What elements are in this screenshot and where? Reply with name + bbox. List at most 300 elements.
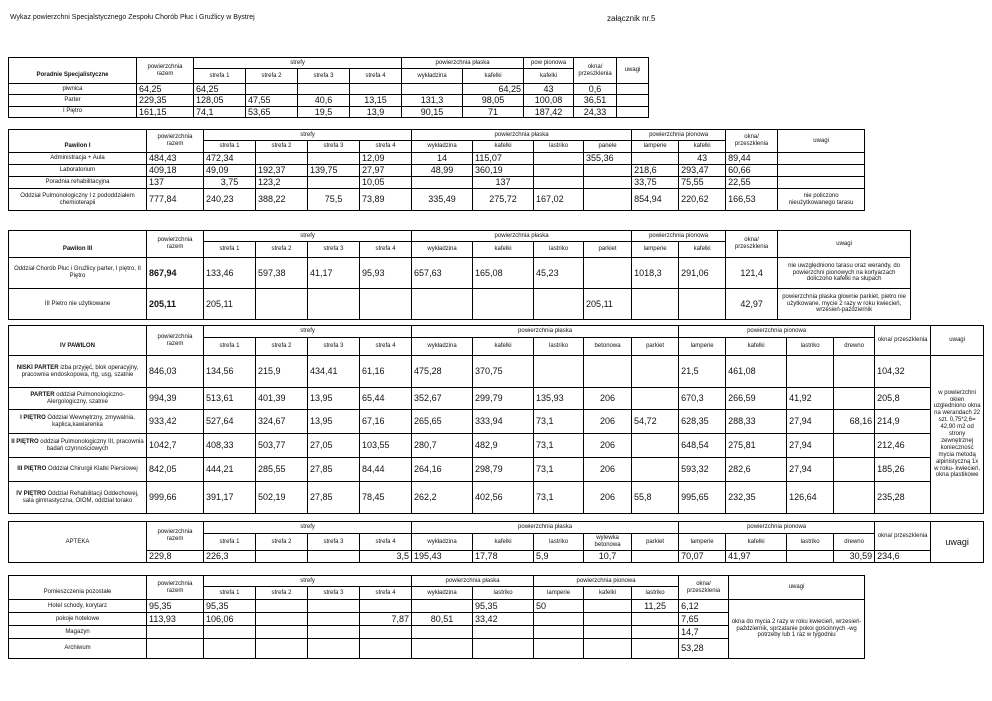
cell [473,626,534,639]
cell [360,639,412,659]
row-label: pokoje hotelowe [9,613,147,626]
cell: 275,81 [726,434,787,458]
cell: 226,3 [204,551,256,563]
cell: 408,33 [204,434,256,458]
cell: 218,6 [632,165,679,177]
header-zone: strefa 2 [256,338,308,356]
cell: 206 [584,388,632,410]
header-zone: strefa 2 [256,534,308,551]
cell [584,600,632,613]
cell: 27,05 [308,434,360,458]
cell: 777,84 [147,189,204,211]
cell: 434,41 [308,356,360,388]
cell: 121,4 [726,258,778,289]
cell: 265,65 [412,410,473,434]
cell: 27,85 [308,482,360,514]
header-area: powierzchnia razem [147,576,204,600]
cell [617,95,649,106]
cell: 10,05 [360,177,412,189]
cell: 205,11 [147,289,204,320]
cell [256,551,308,563]
section-title: Pomieszczenia pozostałe [9,587,147,600]
cell [584,613,632,626]
cell [360,626,412,639]
cell [584,189,632,211]
cell: 0,6 [574,84,617,95]
header-vert-type: drewno [834,534,875,551]
header-vert-type: drewno [834,338,875,356]
header-vert-type: kafelki [584,587,632,600]
cell: 262,2 [412,482,473,514]
cell: 11,25 [632,600,679,613]
cell [256,153,308,165]
cell: 131,3 [402,95,463,106]
cell: 232,35 [726,482,787,514]
cell: 229,35 [137,95,194,106]
cell: 50 [534,600,584,613]
cell: 388,22 [256,189,308,211]
cell: 27,94 [787,434,834,458]
header-windows: okna/ przeszklenia [875,522,931,551]
header-zone: strefa 2 [256,587,308,600]
cell [834,434,875,458]
header-windows: okna/ przeszklenia [726,130,778,153]
cell: 13,95 [308,388,360,410]
note-cell: okna do mycia 2 razy w roku kwiecień, wrzesień-październik, sprzatanie pokoi gościnnych -wg potrzeby lub 1 raz w tygodniu [729,600,865,659]
cell: 657,63 [412,258,473,289]
cell [308,639,360,659]
cell: 502,19 [256,482,308,514]
cell [412,639,473,659]
row-label-text: Oddział Rehabilitacji Oddechowej, sala gimnastyczna, OIOM, oddział torako [22,490,139,504]
section-title: IV PAWILON [9,338,147,356]
note-cell: nie uwzględniono tarasu oraz werandy, do powierzchni pionowych na kortyarzach doliczono kafelki na słupach [778,258,911,289]
header-vert-type: kafelki [679,141,726,153]
cell: 14 [412,153,473,165]
header-zone: strefa 2 [246,69,298,84]
cell: 212,46 [875,434,931,458]
cell [787,356,834,388]
cell: 33,42 [473,613,534,626]
cell [147,639,204,659]
header-zones: strefy [204,326,412,338]
cell: 187,42 [524,106,574,117]
cell: 67,16 [360,410,412,434]
header-zone: strefa 3 [298,69,350,84]
cell [412,177,473,189]
row-label-blank [9,326,147,338]
cell [632,356,679,388]
header-zone: strefa 3 [308,338,360,356]
cell: 73,1 [534,434,584,458]
cell: 7,65 [679,613,729,626]
header-windows: okna/ przeszklenia [726,231,778,258]
cell: 282,6 [726,458,787,482]
cell: 12,09 [360,153,412,165]
header-zone: strefa 1 [204,587,256,600]
table-row [9,189,865,211]
header-zones: strefy [194,58,402,69]
cell: 846,03 [147,356,204,388]
header-vert-type: lamperie [632,242,679,258]
cell [632,434,679,458]
cell: 7,87 [360,613,412,626]
cell [834,458,875,482]
table-row [9,434,984,458]
row-label-text: izba przyjęć, blok operacyjny, pracownia endoskopowa, rtg, usg, szatnie [21,364,139,378]
row-label-bold: IV PIĘTRO [16,490,46,497]
cell [308,626,360,639]
document-title: Wykaz powierzchni Specjalstycznego Zespołu Chorób Płuc i Gruźlicy w Bystrej [10,14,255,21]
cell: 234,6 [875,551,931,563]
cell: 64,25 [463,84,524,95]
cell: 139,75 [308,165,360,177]
cell [632,458,679,482]
header-flat-type: parkiet [632,534,679,551]
cell: 401,39 [256,388,308,410]
cell: 291,06 [679,258,726,289]
cell: 95,35 [204,600,256,613]
header-zone: strefa 2 [256,141,308,153]
cell: 335,49 [412,189,473,211]
cell [402,84,463,95]
cell: 27,85 [308,458,360,482]
cell: 123,2 [256,177,308,189]
cell: 215,9 [256,356,308,388]
cell: 45,23 [534,258,584,289]
header-zone: strefa 3 [308,587,360,600]
header-flat-type: parkiet [632,338,679,356]
cell: 60,66 [726,165,778,177]
cell: 166,53 [726,189,778,211]
header-flat-type: betonowa [584,338,632,356]
cell [679,289,726,320]
header-windows: okna/ przeszklenia [875,326,931,356]
cell [256,639,308,659]
cell: 43 [524,84,574,95]
cell [534,639,584,659]
cell [584,165,632,177]
cell [256,600,308,613]
header-zone: strefa 3 [308,141,360,153]
header-zones: strefy [204,522,412,534]
row-label [9,356,147,388]
table-row [9,410,984,434]
cell: 240,23 [204,189,256,211]
cell [412,289,473,320]
cell: 17,78 [473,551,534,563]
header-vert-type: lastriko [632,587,679,600]
row-label: III Pietro nie użytkowane [9,289,147,320]
header-flat-type: kafelki [473,338,534,356]
cell: 53,65 [246,106,298,117]
header-flat: powierzchnia płaska [402,58,524,69]
header-notes: uwagi [778,130,865,153]
header-zone: strefa 3 [308,534,360,551]
cell: 78,45 [360,482,412,514]
header-vert-type: kafelki [726,338,787,356]
row-label-text: Oddział Wewnętrzny, zmywalnia, kaplica,kawiarenka [45,414,135,428]
header-zone: strefa 1 [194,69,246,84]
cell: 74,1 [194,106,246,117]
row-label-blank [9,130,147,141]
note-cell: w powierzchni okien uzgledniono okna na werandach 22 szt. 0,75*2,6= 42,90 m2 od strony zewnętrznej konieczność mycia metodą alpinistyczną 1x w roku- kwiecień, okna plastikowe [931,356,984,514]
cell: 593,32 [679,458,726,482]
row-label: Administracja + Aula [9,153,147,165]
header-zone: strefa 1 [204,338,256,356]
row-label-blank [9,58,137,69]
cell [584,639,632,659]
cell [834,482,875,514]
cell: 84,44 [360,458,412,482]
cell: 597,38 [256,258,308,289]
header-vertical: powierzchnia pionowa [534,576,679,587]
header-vert-type: lamperie [632,141,679,153]
row-label-text: oddział Pulmonologiczno-Alergologiczny, szatnie [47,391,125,405]
cell [204,639,256,659]
cell: 6,12 [679,600,729,613]
table-row [9,95,649,106]
cell: 71 [463,106,524,117]
cell: 14,7 [679,626,729,639]
cell [617,84,649,95]
cell [632,626,679,639]
cell: 360,19 [473,165,534,177]
header-zone: strefa 1 [204,534,256,551]
cell [534,153,584,165]
cell: 854,94 [632,189,679,211]
note-cell: nie policzono nieużytkowanego tarasu [778,189,865,211]
row-label: Laboratorium [9,165,147,177]
header-zones: strefy [204,130,412,141]
cell: 49,09 [204,165,256,177]
note-cell [778,177,865,189]
cell: 185,26 [875,458,931,482]
header-vertical: pow pionowa [524,58,574,69]
cell: 285,55 [256,458,308,482]
row-label-blank [9,231,147,242]
header-flat-type: lastriko [473,587,534,600]
cell: 205,11 [584,289,632,320]
cell [632,289,679,320]
cell: 61,16 [360,356,412,388]
header-flat-type: wykładzina [412,338,473,356]
header-zone: strefa 1 [204,242,256,258]
cell [308,600,360,613]
header-flat: powierzchnia płaska [412,231,632,242]
row-label-text: Oddział Chirurgii Klatki Piersiowej [46,466,138,473]
header-flat-type: lastriko [534,242,584,258]
cell: 161,15 [137,106,194,117]
header-notes: uwagi [931,522,984,563]
header-flat-type: wykładzina [412,141,473,153]
cell: 27,97 [360,165,412,177]
cell [534,356,584,388]
row-label-text: oddział Pulmonologiczny III, pracownia badań czynnościowych [38,438,144,452]
cell: 299,79 [473,388,534,410]
header-area: powierzchnia razem [147,522,204,551]
cell: 134,56 [204,356,256,388]
cell [412,600,473,613]
cell [617,106,649,117]
row-label-blank [9,522,147,534]
cell: 266,59 [726,388,787,410]
cell: 113,93 [147,613,204,626]
cell: 192,37 [256,165,308,177]
cell [534,626,584,639]
cell: 275,72 [473,189,534,211]
header-vert-type: lamperie [534,587,584,600]
row-label-bold: PARTER [30,391,55,398]
cell: 288,33 [726,410,787,434]
cell: 73,1 [534,410,584,434]
header-flat-type: kafelki [473,141,534,153]
cell [256,626,308,639]
cell: 53,28 [679,639,729,659]
cell [584,177,632,189]
cell: 670,3 [679,388,726,410]
cell [534,613,584,626]
row-label: Magazyn [9,626,147,639]
table-pawilon-3 [8,230,911,320]
header-vert-type: lamperie [679,338,726,356]
header-zone: strefa 4 [360,141,412,153]
table-pawilon-1 [8,129,865,211]
cell: 628,35 [679,410,726,434]
cell: 195,43 [412,551,473,563]
cell: 48,99 [412,165,473,177]
cell: 527,64 [204,410,256,434]
table-row [9,356,984,388]
cell: 995,65 [679,482,726,514]
cell: 137 [473,177,534,189]
cell: 370,75 [473,356,534,388]
cell: 461,08 [726,356,787,388]
header-notes: uwagi [729,576,865,600]
cell [834,388,875,410]
header-area: powierzchnia razem [147,326,204,356]
header-flat-type: wykładzina [402,69,463,84]
cell: 13,9 [350,106,402,117]
cell: 90,15 [402,106,463,117]
cell: 95,35 [147,600,204,613]
cell [256,289,308,320]
cell [298,84,350,95]
cell: 235,28 [875,482,931,514]
row-label: I Piętro [9,106,137,117]
cell: 80,51 [412,613,473,626]
cell: 229,8 [147,551,204,563]
row-label: Hotel schody, korytarz [9,600,147,613]
cell: 994,39 [147,388,204,410]
cell: 41,17 [308,258,360,289]
cell [412,626,473,639]
cell: 41,97 [726,551,787,563]
cell: 55,8 [632,482,679,514]
note-cell: powierzchnia płaska głownie parkiet, pietro nie użytkowane, mycie 2 razy w roku kwiecień, wrzesień-październik [778,289,911,320]
cell [632,551,679,563]
cell: 27,94 [787,410,834,434]
header-vert-type: lamperie [679,534,726,551]
header-vert-type: kafelki [726,534,787,551]
cell: 648,54 [679,434,726,458]
cell: 264,16 [412,458,473,482]
cell: 75,5 [308,189,360,211]
cell: 95,35 [473,600,534,613]
row-label-bold: I PIĘTRO [20,414,46,421]
cell: 33,75 [632,177,679,189]
header-notes: uwagi [617,58,649,84]
cell [473,289,534,320]
cell: 41,92 [787,388,834,410]
cell [787,551,834,563]
cell: 22,55 [726,177,778,189]
cell [632,639,679,659]
cell: 24,33 [574,106,617,117]
table-pozostale [8,575,865,659]
header-flat: powierzchnia płaska [412,130,632,141]
cell: 165,08 [473,258,534,289]
section-title: Pawilon III [9,242,147,258]
cell: 68,16 [834,410,875,434]
table-pawilon-4 [8,325,984,514]
cell: 43 [679,153,726,165]
cell: 126,64 [787,482,834,514]
table-row [9,388,984,410]
header-flat-type: kafelki [473,534,534,551]
row-label-blank [9,551,147,563]
cell: 352,67 [412,388,473,410]
cell: 167,02 [534,189,584,211]
cell: 70,07 [679,551,726,563]
cell: 402,56 [473,482,534,514]
cell [834,356,875,388]
header-vert-type: lastriko [787,338,834,356]
cell: 135,93 [534,388,584,410]
row-label [9,458,147,482]
table-row [9,84,649,95]
header-flat-type: panele [584,141,632,153]
cell [360,289,412,320]
cell: 95,93 [360,258,412,289]
row-label: Oddział Pulmonologiczny I z pododdziałem chemioterapii [9,189,147,211]
cell: 333,94 [473,410,534,434]
row-label [9,410,147,434]
header-flat-type: wykładzina [412,242,473,258]
cell: 137 [147,177,204,189]
header-windows: okna/ przeszklenia [679,576,729,600]
cell: 64,25 [194,84,246,95]
cell: 21,5 [679,356,726,388]
cell: 214,9 [875,410,931,434]
attachment-label: załącznik nr.5 [607,14,656,23]
cell: 206 [584,434,632,458]
cell: 999,66 [147,482,204,514]
row-label [9,388,147,410]
cell: 205,8 [875,388,931,410]
cell: 27,94 [787,458,834,482]
cell [308,153,360,165]
cell: 64,25 [137,84,194,95]
cell [584,626,632,639]
header-flat-type: kafelki [473,242,534,258]
cell [632,388,679,410]
cell: 3,5 [360,551,412,563]
cell [534,177,584,189]
header-windows: okna/ przeszklenia [574,58,617,84]
cell: 3,75 [204,177,256,189]
cell [308,551,360,563]
